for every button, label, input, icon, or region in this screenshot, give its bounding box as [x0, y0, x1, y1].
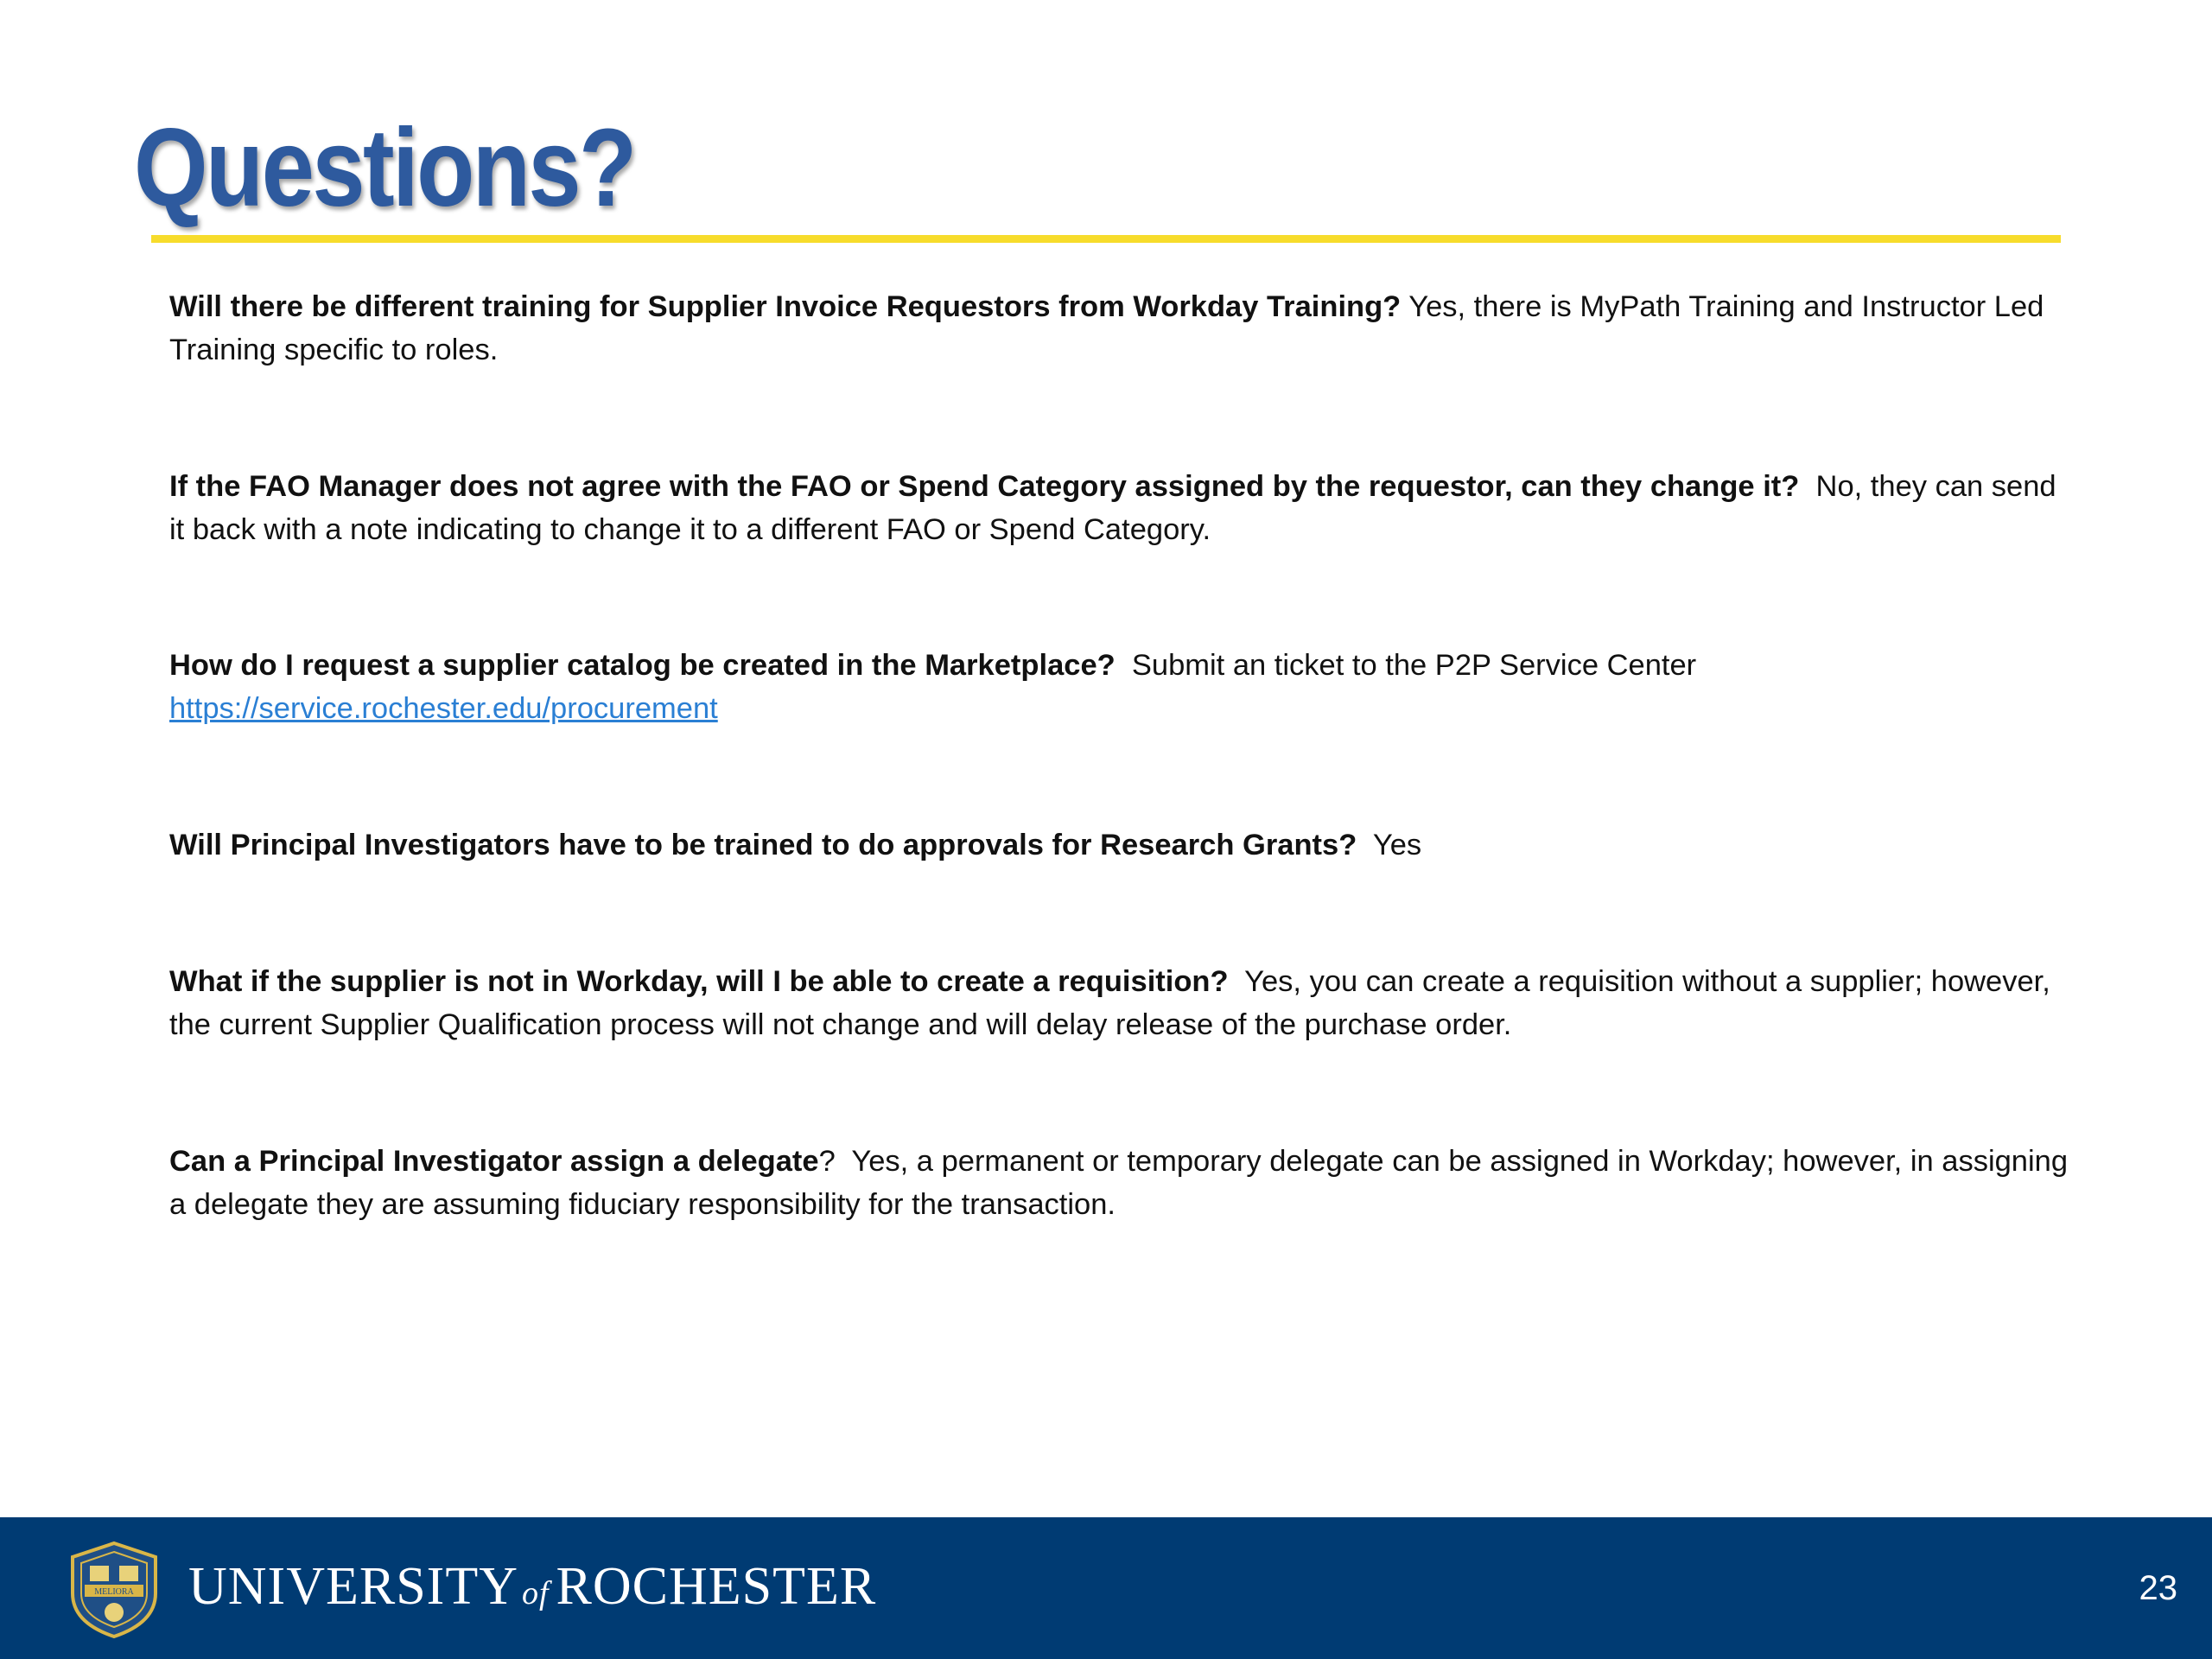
answer-text: Yes, you can create a requisition without a supplier; however, the current Supplier Qualification process will not change and will delay release of the purchase order.	[169, 965, 2050, 1041]
question-text: If the FAO Manager does not agree with the FAO or Spend Category assigned by the requestor, can they change it?	[169, 470, 1800, 503]
answer-text: Yes	[1372, 829, 1422, 861]
question-text: Will Principal Investigators have to be trained to do approvals for Research Grants?	[169, 829, 1357, 861]
question-suffix: ?	[818, 1145, 836, 1178]
qa-item-principal-investigators	[169, 823, 2070, 867]
svg-text:MELIORA: MELIORA	[94, 1587, 134, 1597]
qa-item-training	[169, 285, 2070, 372]
qa-item-fao-manager	[169, 465, 2070, 551]
question-text: What if the supplier is not in Workday, will I be able to create a requisition?	[169, 965, 1229, 998]
wordmark-rochester: ROCHESTER	[556, 1557, 877, 1616]
wordmark-university: UNIVERSITY	[188, 1557, 518, 1616]
qa-item-supplier-catalog	[169, 644, 2070, 730]
qa-item-delegate	[169, 1140, 2070, 1226]
answer-text: Yes, a permanent or temporary delegate can be assigned in Workday; however, in assigning a delegate they are assuming fiduciary responsibility for the transaction.	[169, 1145, 2069, 1221]
answer-text: Submit an ticket to the P2P Service Center	[1131, 649, 1697, 682]
university-seal-icon	[62, 1540, 166, 1640]
title-underline	[151, 235, 2061, 243]
service-center-link[interactable]: https://service.rochester.edu/procurement	[169, 692, 718, 725]
question-text: Will there be different training for Supplier Invoice Requestors from Workday Training?	[169, 290, 1402, 323]
footer-bar	[0, 1517, 2212, 1659]
wordmark-of: of	[521, 1575, 550, 1611]
university-wordmark	[188, 1552, 876, 1628]
answer-text: Yes, there is MyPath Training and Instructor Led Training specific to roles.	[169, 290, 2044, 366]
question-text: Can a Principal Investigator assign a delegate	[169, 1145, 819, 1178]
slide-title: Questions?	[134, 106, 635, 230]
qa-item-supplier-requisition	[169, 960, 2070, 1046]
page-number: 23	[2139, 1569, 2177, 1607]
answer-text: No, they can send it back with a note indicating to change it to a different FAO or Spend Category.	[169, 470, 2056, 546]
question-text: How do I request a supplier catalog be created in the Marketplace?	[169, 649, 1116, 682]
